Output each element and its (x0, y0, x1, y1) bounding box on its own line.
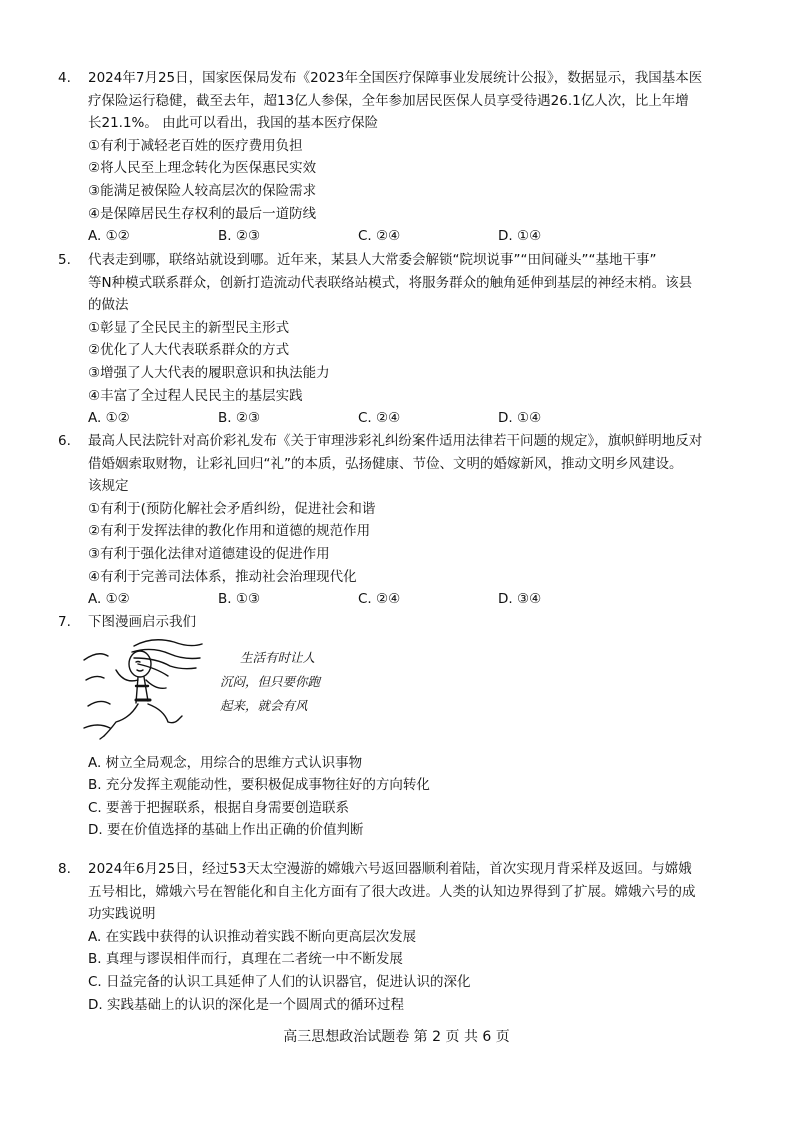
question-6 (58, 430, 748, 611)
stem-line: 2024年7月25日，国家医保局发布《2023年全国医疗保障事业发展统计公报》，数据显示，我国基本医 (88, 70, 703, 86)
stem-line: 2024年6月25日，经过53天太空漫游的嫦娥六号返回器顺利着陆，首次实现月背采样及返回。与嫦娥 (88, 861, 692, 877)
statement-option: ③能满足被保险人较高层次的保险需求 (88, 182, 317, 199)
stem-line: 疗保险运行稳健，截至去年，超13亿人参保，全年参加居民医保人员享受待遇26.1亿人次，比上年增 (88, 92, 689, 109)
choice-c: C. ②④ (358, 410, 401, 427)
question-number: 5. (58, 252, 71, 268)
statement-option: ③增强了人大代表的履职意识和执法能力 (88, 364, 330, 381)
question-stem (88, 249, 748, 317)
choice-a: A. ①② (88, 410, 130, 427)
question-number: 7. (58, 614, 71, 630)
choice-b: B. ①③ (218, 591, 261, 608)
choice-b: B. ②③ (218, 228, 261, 245)
statement-option: ①有利于减轻老百姓的医疗费用负担 (88, 137, 303, 154)
statement-option: ③有利于强化法律对道德建设的促进作用 (88, 545, 330, 562)
choice-a: A. ①② (88, 591, 130, 608)
answer-option-a: A. 树立全局观念，用综合的思维方式认识事物 (88, 754, 363, 771)
answer-option-b: B. 真理与谬误相伴而行，真理在二者统一中不断发展 (88, 951, 403, 968)
statement-option: ①有利于(预防化解社会矛盾纠纷，促进社会和谐 (88, 500, 376, 517)
answer-choices (88, 225, 748, 248)
choice-b: B. ②③ (218, 410, 261, 427)
question-stem (88, 430, 748, 498)
cartoon (82, 636, 748, 748)
question-stem (88, 611, 748, 634)
answer-option-d: D. 要在价值选择的基础上作出正确的价值判断 (88, 822, 364, 839)
stem-line: 五号相比，嫦娥六号在智能化和自主化方面有了很大改进。人类的认知边界得到了扩展。嫦娥六号的成 (88, 883, 696, 900)
answer-option-c: C. 日益完备的认识工具延伸了人们的认识器官，促进认识的深化 (88, 973, 471, 990)
choice-c: C. ②④ (358, 228, 401, 245)
question-5 (58, 249, 748, 430)
question-4 (58, 67, 748, 248)
answer-choices (88, 588, 748, 611)
page-footer: 高三思想政治试题卷 第 2 页 共 6 页 (283, 1029, 510, 1045)
choice-d: D. ①④ (498, 410, 542, 427)
stem-line: 代表走到哪，联络站就设到哪。近年来，某县人大常委会解锁“院坝说事”“田间碰头”“基地干事” (88, 252, 657, 268)
question-number: 8. (58, 861, 71, 877)
question-number: 4. (58, 70, 71, 86)
stem-line: 下图漫画启示我们 (88, 614, 196, 630)
question-stem (88, 67, 748, 135)
stem-line: 长21.1%。 由此可以看出，我国的基本医疗保险 (88, 115, 379, 132)
question-number: 6. (58, 433, 71, 449)
running-girl-illustration (82, 636, 212, 748)
choice-a: A. ①② (88, 228, 130, 245)
stem-line: 的做法 (88, 297, 129, 314)
choice-d: D. ③④ (498, 591, 542, 608)
answer-option-a: A. 在实践中获得的认识推动着实践不断向更高层次发展 (88, 928, 417, 945)
stem-line: 借婚姻索取财物，让彩礼回归“礼”的本质，弘扬健康、节俭、文明的婚嫁新风，推动文明乡风建设。 (88, 455, 683, 472)
answer-choices (88, 407, 748, 430)
cartoon-caption (220, 646, 320, 718)
statement-option: ④丰富了全过程人民民主的基层实践 (88, 387, 303, 404)
caption-line: 生活有时让人 (240, 649, 316, 665)
caption-line: 起来，就会有风 (220, 697, 308, 713)
statement-option: ②将人民至上理念转化为医保惠民实效 (88, 160, 317, 177)
caption-line: 沉闷，但只要你跑 (220, 673, 321, 689)
choice-c: C. ②④ (358, 591, 401, 608)
question-stem (88, 858, 748, 926)
stem-line: 功实践说明 (88, 906, 156, 923)
statement-option: ②有利于发挥法律的教化作用和道德的规范作用 (88, 523, 371, 540)
answer-option-c: C. 要善于把握联系，根据自身需要创造联系 (88, 799, 350, 816)
statement-option: ④有利于完善司法体系，推动社会治理现代化 (88, 568, 357, 585)
stem-line: 最高人民法院针对高价彩礼发布《关于审理涉彩礼纠纷案件适用法律若干问题的规定》，旗帜鲜明地反对 (88, 433, 703, 449)
choice-d: D. ①④ (498, 228, 542, 245)
stem-line: 等N种模式联系群众，创新打造流动代表联络站模式，将服务群众的触角延伸到基层的神经末梢。该县 (88, 274, 693, 291)
statement-option: ②优化了人大代表联系群众的方式 (88, 342, 290, 359)
question-8 (58, 858, 748, 1016)
statement-option: ①彰显了全民民主的新型民主形式 (88, 319, 290, 336)
question-7 (58, 611, 748, 842)
statement-option: ④是保障居民生存权利的最后一道防线 (88, 205, 317, 222)
answer-option-d: D. 实践基础上的认识的深化是一个圆周式的循环过程 (88, 996, 404, 1013)
stem-line: 该规定 (88, 478, 129, 495)
answer-option-b: B. 充分发挥主观能动性，要积极促成事物往好的方向转化 (88, 777, 430, 794)
